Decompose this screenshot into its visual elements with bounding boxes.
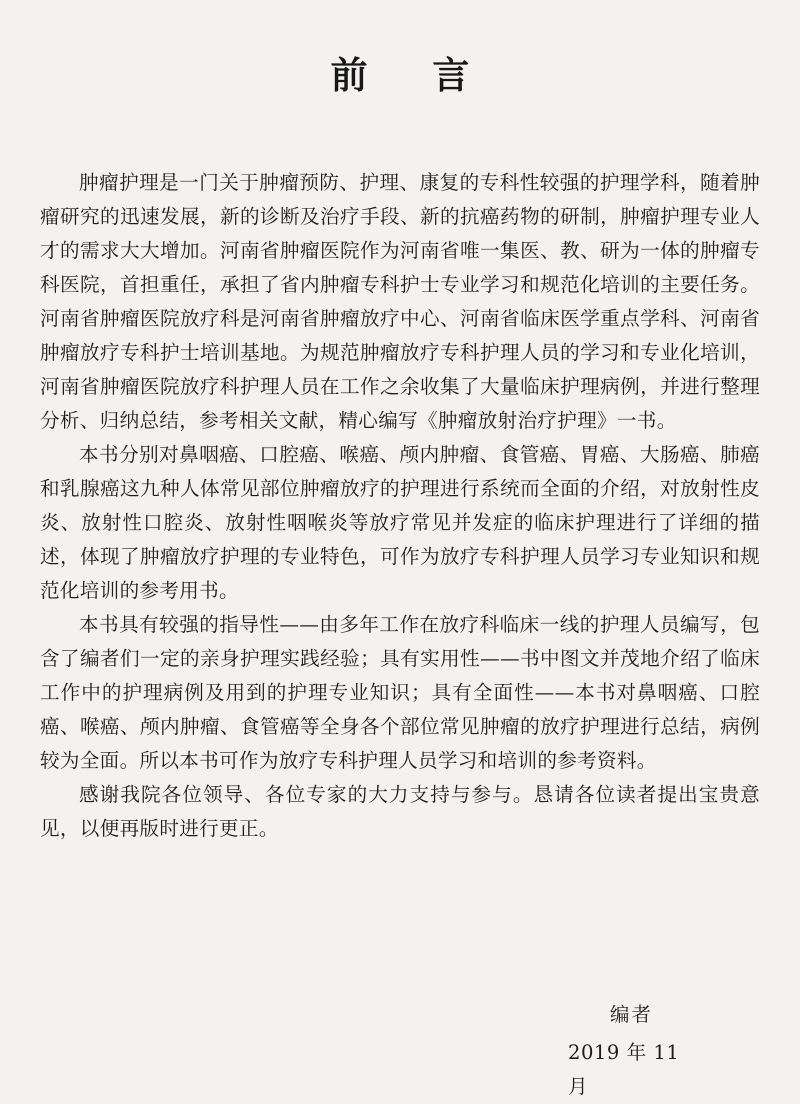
paragraph-2: 本书分别对鼻咽癌、口腔癌、喉癌、颅内肿瘤、食管癌、胃癌、大肠癌、肺癌和乳腺癌这九种人体常见部位肿瘤放疗的护理进行系统而全面的介绍，对放射性皮炎、放射性口腔炎、放射性咽喉炎等放疗常见并发症的临床护理进行了详细的描述，体现了肿瘤放疗护理的专业特色，可作为放疗专科护理人员学习专业知识和规范化培训的参考用书。 (40, 443, 760, 602)
signature-author: 编者 (609, 1003, 653, 1026)
paragraph-1: 肿瘤护理是一门关于肿瘤预防、护理、康复的专科性较强的护理学科，随着肿瘤研究的迅速发展，新的诊断及治疗手段、新的抗癌药物的研制，肿瘤护理专业人才的需求大大增加。河南省肿瘤医院作为河南省唯一集医、教、研为一体的肿瘤专科医院，首担重任，承担了省内肿瘤专科护士专业学习和规范化培训的主要任务。河南省肿瘤医院放疗科是河南省肿瘤放疗中心、河南省临床医学重点学科、河南省肿瘤放疗专科护士培训基地。为规范肿瘤放疗专科护理人员的学习和专业化培训，河南省肿瘤医院放疗科护理人员在工作之余收集了大量临床护理病例，并进行整理分析、归纳总结，参考相关文献，精心编写《肿瘤放射治疗护理》一书。 (40, 171, 760, 432)
paragraph-3: 本书具有较强的指导性——由多年工作在放疗科临床一线的护理人员编写，包含了编者们一定的亲身护理实践经验；具有实用性——书中图文并茂地介绍了临床工作中的护理病例及用到的护理专业知识；具有全面性——本书对鼻咽癌、口腔癌、喉癌、颅内肿瘤、食管癌等全身各个部位常见肿瘤的放疗护理进行总结，病例较为全面。所以本书可作为放疗专科护理人员学习和培训的参考资料。 (40, 613, 760, 772)
page-title: 前 言 (330, 54, 496, 97)
paragraph-4: 感谢我院各位领导、各位专家的大力支持与参与。恳请各位读者提出宝贵意见，以便再版时进行更正。 (40, 783, 760, 840)
preface-body (40, 166, 760, 846)
signature-date: 2019 年 11 月 (568, 1041, 680, 1098)
